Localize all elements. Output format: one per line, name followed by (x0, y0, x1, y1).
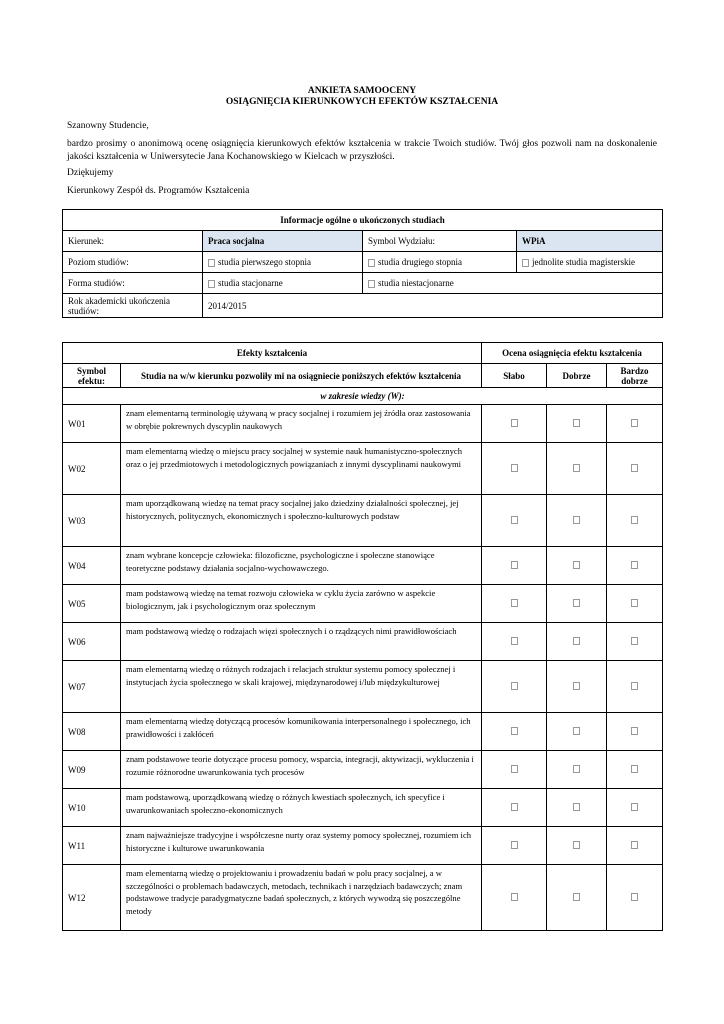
checkbox-icon[interactable] (368, 259, 375, 267)
rating-cell-dobrze[interactable] (547, 661, 607, 713)
effects-header: Efekty kształcenia (63, 343, 482, 364)
checkbox-icon[interactable] (511, 599, 518, 607)
poziom-option-3-label: jednolite studia magisterskie (532, 257, 635, 267)
checkbox-icon[interactable] (573, 599, 580, 607)
checkbox-icon[interactable] (573, 803, 580, 811)
checkbox-icon[interactable] (573, 561, 580, 569)
effect-row (63, 585, 663, 623)
col-slabo: Słabo (482, 364, 547, 388)
checkbox-icon[interactable] (573, 464, 580, 472)
rating-cell-bardzo-dobrze[interactable] (607, 789, 663, 827)
forma-label: Forma studiów: (63, 273, 203, 294)
forma-option-1[interactable] (203, 273, 363, 294)
effect-code: W07 (63, 661, 121, 713)
checkbox-icon[interactable] (511, 561, 518, 569)
signature: Kierunkowy Zespół ds. Programów Kształcenia (67, 186, 250, 196)
checkbox-icon[interactable] (573, 727, 580, 735)
rating-cell-bardzo-dobrze[interactable] (607, 661, 663, 713)
effect-code: W06 (63, 623, 121, 661)
checkbox-icon[interactable] (631, 803, 638, 811)
rating-cell-bardzo-dobrze[interactable] (607, 623, 663, 661)
effect-row (63, 865, 663, 931)
rating-cell-dobrze[interactable] (547, 443, 607, 495)
checkbox-icon[interactable] (631, 682, 638, 690)
checkbox-icon[interactable] (631, 841, 638, 849)
effect-code: W09 (63, 751, 121, 789)
rating-cell-bardzo-dobrze[interactable] (607, 443, 663, 495)
checkbox-icon[interactable] (511, 516, 518, 524)
info-table (62, 209, 663, 318)
greeting: Szanowny Studencie, (67, 121, 149, 131)
effect-row (63, 827, 663, 865)
checkbox-icon[interactable] (631, 561, 638, 569)
checkbox-icon[interactable] (573, 765, 580, 773)
checkbox-icon[interactable] (631, 727, 638, 735)
rating-cell-slabo[interactable] (482, 547, 547, 585)
checkbox-icon[interactable] (631, 516, 638, 524)
effect-description: znam podstawowe teorie dotyczące procesu pomocy, wsparcia, integracji, aktywizacji, wykluczenia i rozumie różnorodne uwarunkowania tych procesów (121, 751, 482, 789)
effect-description: mam uporządkowaną wiedzę na temat pracy socjalnej jako dziedziny działalności społecznej, jej historycznych, politycznych, ekonomicznych i społeczno-kulturowych podstaw (121, 495, 482, 547)
poziom-option-3[interactable] (517, 252, 663, 273)
checkbox-icon[interactable] (631, 637, 638, 645)
rating-cell-slabo[interactable] (482, 495, 547, 547)
rating-cell-dobrze[interactable] (547, 751, 607, 789)
effect-row (63, 443, 663, 495)
checkbox-icon[interactable] (511, 682, 518, 690)
rating-cell-slabo[interactable] (482, 405, 547, 443)
kierunek-label: Kierunek: (63, 231, 203, 252)
rating-cell-bardzo-dobrze[interactable] (607, 713, 663, 751)
poziom-option-2-label: studia drugiego stopnia (378, 257, 462, 267)
effect-code: W05 (63, 585, 121, 623)
symbol-value: WPiA (517, 231, 663, 252)
effect-description: znam najważniejsze tradycyjne i współczesne nurty oraz systemy pomocy społecznej, rozumiem ich historyczne i kulturowe uwarunkowania (121, 827, 482, 865)
effect-description: mam elementarną wiedzę dotyczącą procesów komunikowania interpersonalnego i społecznego, ich prawidłowości i zakłóceń (121, 713, 482, 751)
effect-description: mam podstawową wiedzę na temat rozwoju człowieka w cyklu życia zarówno w aspekcie biologicznym, jak i psychologicznym oraz społecznym (121, 585, 482, 623)
rating-cell-dobrze[interactable] (547, 405, 607, 443)
effects-table (62, 342, 663, 931)
col-dobrze: Dobrze (547, 364, 607, 388)
rating-cell-slabo[interactable] (482, 789, 547, 827)
checkbox-icon[interactable] (573, 419, 580, 427)
effect-row (63, 547, 663, 585)
rating-cell-bardzo-dobrze[interactable] (607, 547, 663, 585)
checkbox-icon[interactable] (631, 893, 638, 901)
effect-code: W04 (63, 547, 121, 585)
forma-option-2[interactable] (363, 273, 663, 294)
checkbox-icon[interactable] (511, 765, 518, 773)
checkbox-icon[interactable] (511, 893, 518, 901)
info-table-title: Informacje ogólne o ukończonych studiach (63, 210, 663, 231)
checkbox-icon[interactable] (511, 727, 518, 735)
checkbox-icon[interactable] (208, 280, 215, 288)
effect-description: mam elementarną wiedzę o projektowaniu i prowadzeniu badań w polu pracy socjalnej, a w szczególności o problemach badawczych, metodach, technikach i narzędziach badawczych; znam podstawowe tradycje paradygmatyczne badań społecznych, z których wywodzą się poszczególne metody (121, 865, 482, 931)
effect-row (63, 495, 663, 547)
rating-cell-bardzo-dobrze[interactable] (607, 495, 663, 547)
checkbox-icon[interactable] (208, 259, 215, 267)
survey-title: ANKIETA SAMOOCENY (307, 86, 417, 96)
rating-cell-dobrze[interactable] (547, 713, 607, 751)
effect-description: mam elementarną wiedzę o różnych rodzajach i relacjach struktur systemu pomocy społecznej i instytucjach życia społecznego w skali krajowej, międzynarodowej i/lub międzykulturowej (121, 661, 482, 713)
rating-cell-dobrze[interactable] (547, 585, 607, 623)
poziom-option-1[interactable] (203, 252, 363, 273)
rating-cell-slabo[interactable] (482, 585, 547, 623)
col-description: Studia na w/w kierunku pozwoliły mi na osiągniecie poniższych efektów kształcenia (121, 364, 482, 388)
intro-text: bardzo prosimy o anonimową ocenę osiągnięcia kierunkowych efektów kształcenia w trakcie Twoich studiów. Twój głos pozwoli nam na doskonalenie jakości kształcenia w Uniwersytecie Jana Kochanowskiego w Kielcach w przyszłości. (67, 139, 657, 162)
effect-code: W10 (63, 789, 121, 827)
effect-row (63, 751, 663, 789)
checkbox-icon[interactable] (573, 637, 580, 645)
effect-row (63, 789, 663, 827)
rating-cell-bardzo-dobrze[interactable] (607, 405, 663, 443)
rating-cell-dobrze[interactable] (547, 789, 607, 827)
poziom-label: Poziom studiów: (63, 252, 203, 273)
thanks: Dziękujemy (67, 168, 114, 178)
checkbox-icon[interactable] (511, 419, 518, 427)
rating-cell-dobrze[interactable] (547, 827, 607, 865)
poziom-option-1-label: studia pierwszego stopnia (218, 257, 311, 267)
effect-code: W03 (63, 495, 121, 547)
checkbox-icon[interactable] (631, 599, 638, 607)
effect-code: W08 (63, 713, 121, 751)
checkbox-icon[interactable] (511, 637, 518, 645)
symbol-label: Symbol Wydziału: (363, 231, 517, 252)
rating-cell-bardzo-dobrze[interactable] (607, 751, 663, 789)
survey-subtitle: OSIĄGNIĘCIA KIERUNKOWYCH EFEKTÓW KSZTAŁCENIA (225, 97, 499, 107)
effect-description: mam podstawową, uporządkowaną wiedzę o różnych kwestiach społecznych, ich specyfice i uwarunkowaniach społeczno-ekonomicznych (121, 789, 482, 827)
checkbox-icon[interactable] (522, 259, 529, 267)
checkbox-icon[interactable] (511, 464, 518, 472)
checkbox-icon[interactable] (511, 803, 518, 811)
checkbox-icon[interactable] (631, 765, 638, 773)
checkbox-icon[interactable] (368, 280, 375, 288)
effect-row (63, 713, 663, 751)
effect-code: W01 (63, 405, 121, 443)
checkbox-icon[interactable] (573, 893, 580, 901)
rating-cell-slabo[interactable] (482, 827, 547, 865)
checkbox-icon[interactable] (511, 841, 518, 849)
rok-label: Rok akademicki ukończenia studiów: (63, 294, 203, 318)
rating-cell-bardzo-dobrze[interactable] (607, 585, 663, 623)
kierunek-value: Praca socjalna (203, 231, 363, 252)
effect-code: W02 (63, 443, 121, 495)
forma-option-1-label: studia stacjonarne (218, 278, 283, 288)
effect-description: znam elementarną terminologię używaną w pracy socjalnej i rozumiem jej źródła oraz zastosowania w obrębie pokrewnych dyscyplin naukowych (121, 405, 482, 443)
effect-code: W11 (63, 827, 121, 865)
effect-row (63, 661, 663, 713)
checkbox-icon[interactable] (631, 464, 638, 472)
checkbox-icon[interactable] (631, 419, 638, 427)
rating-cell-slabo[interactable] (482, 443, 547, 495)
rating-cell-slabo[interactable] (482, 713, 547, 751)
col-bardzo-dobrze: Bardzo dobrze (607, 364, 663, 388)
rating-cell-slabo[interactable] (482, 751, 547, 789)
checkbox-icon[interactable] (573, 841, 580, 849)
checkbox-icon[interactable] (573, 682, 580, 690)
rating-cell-dobrze[interactable] (547, 865, 607, 931)
rating-cell-dobrze[interactable] (547, 623, 607, 661)
effect-description: znam wybrane koncepcje człowieka: filozoficzne, psychologiczne i społeczne stanowiące teoretyczne podstawy działania socjalno-wychowawczego. (121, 547, 482, 585)
checkbox-icon[interactable] (573, 516, 580, 524)
effect-row (63, 405, 663, 443)
effect-description: mam elementarną wiedzę o miejscu pracy socjalnej w systemie nauk humanistyczno-społecznych oraz o jej przedmiotowych i metodologicznych powiązaniach z innymi dyscyplinami naukowymi (121, 443, 482, 495)
rating-cell-bardzo-dobrze[interactable] (607, 827, 663, 865)
effect-code: W12 (63, 865, 121, 931)
rating-header: Ocena osiągnięcia efektu kształcenia (482, 343, 663, 364)
rating-cell-dobrze[interactable] (547, 495, 607, 547)
rating-cell-slabo[interactable] (482, 661, 547, 713)
effect-row (63, 623, 663, 661)
rating-cell-dobrze[interactable] (547, 547, 607, 585)
forma-option-2-label: studia niestacjonarne (378, 278, 454, 288)
effect-description: mam podstawową wiedzę o rodzajach więzi społecznych i o rządzących nimi prawidłowościach (121, 623, 482, 661)
rating-cell-bardzo-dobrze[interactable] (607, 865, 663, 931)
rating-cell-slabo[interactable] (482, 865, 547, 931)
rok-value: 2014/2015 (203, 294, 663, 318)
section-knowledge: w zakresie wiedzy (W): (63, 388, 663, 405)
rating-cell-slabo[interactable] (482, 623, 547, 661)
poziom-option-2[interactable] (363, 252, 517, 273)
col-symbol: Symbol efektu: (63, 364, 121, 388)
